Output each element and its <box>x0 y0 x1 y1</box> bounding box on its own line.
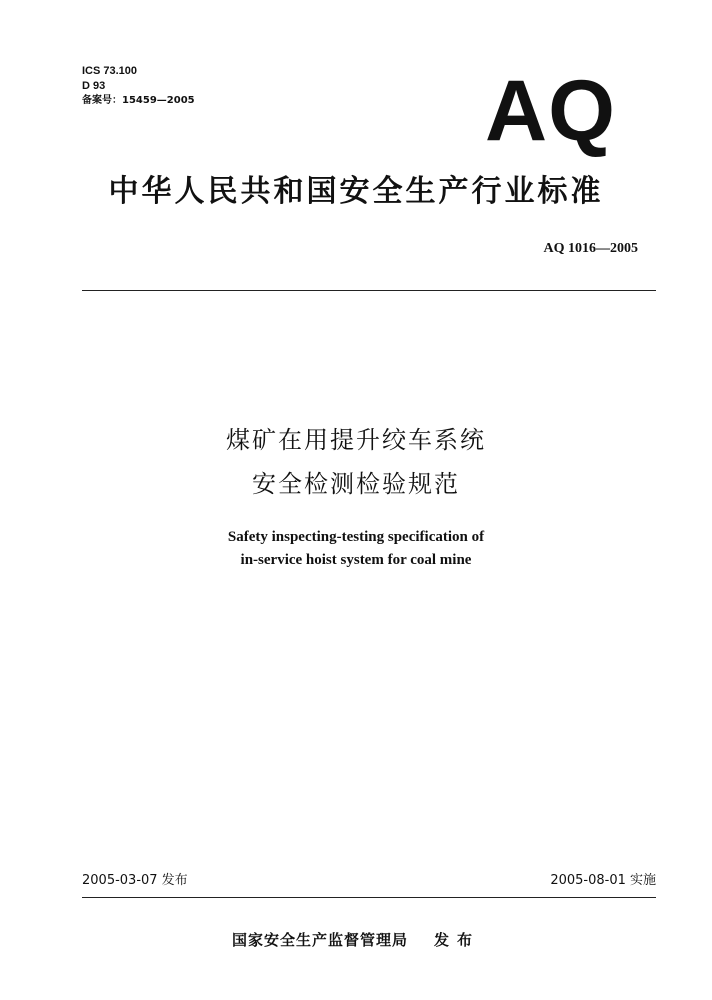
document-title-en-line2: in-service hoist system for coal mine <box>240 552 472 568</box>
issuer-name: 国家安全生产监督管理局 <box>231 931 408 949</box>
ics-code: ICS 73.100 <box>82 65 138 77</box>
document-title-cn-line1: 煤矿在用提升绞车系统 <box>226 426 486 454</box>
top-divider <box>82 290 656 291</box>
classification-code: D 93 <box>82 80 106 92</box>
standard-number: AQ 1016—2005 <box>543 241 638 256</box>
aq-logo: AQ <box>485 63 616 159</box>
bottom-divider <box>82 897 656 898</box>
filing-number: 备案号：15459—2005 <box>82 95 195 106</box>
issue-date: 2005-03-07 发布 <box>82 873 188 888</box>
issuer-action: 发布 <box>434 931 481 949</box>
issuer-line <box>0 930 712 950</box>
standard-title: 中华人民共和国安全生产行业标准 <box>108 174 604 209</box>
document-title-cn-line2: 安全检测检验规范 <box>252 470 460 498</box>
effective-date: 2005-08-01 实施 <box>550 873 656 888</box>
document-title-en-line1: Safety inspecting-testing specification of <box>227 529 485 545</box>
